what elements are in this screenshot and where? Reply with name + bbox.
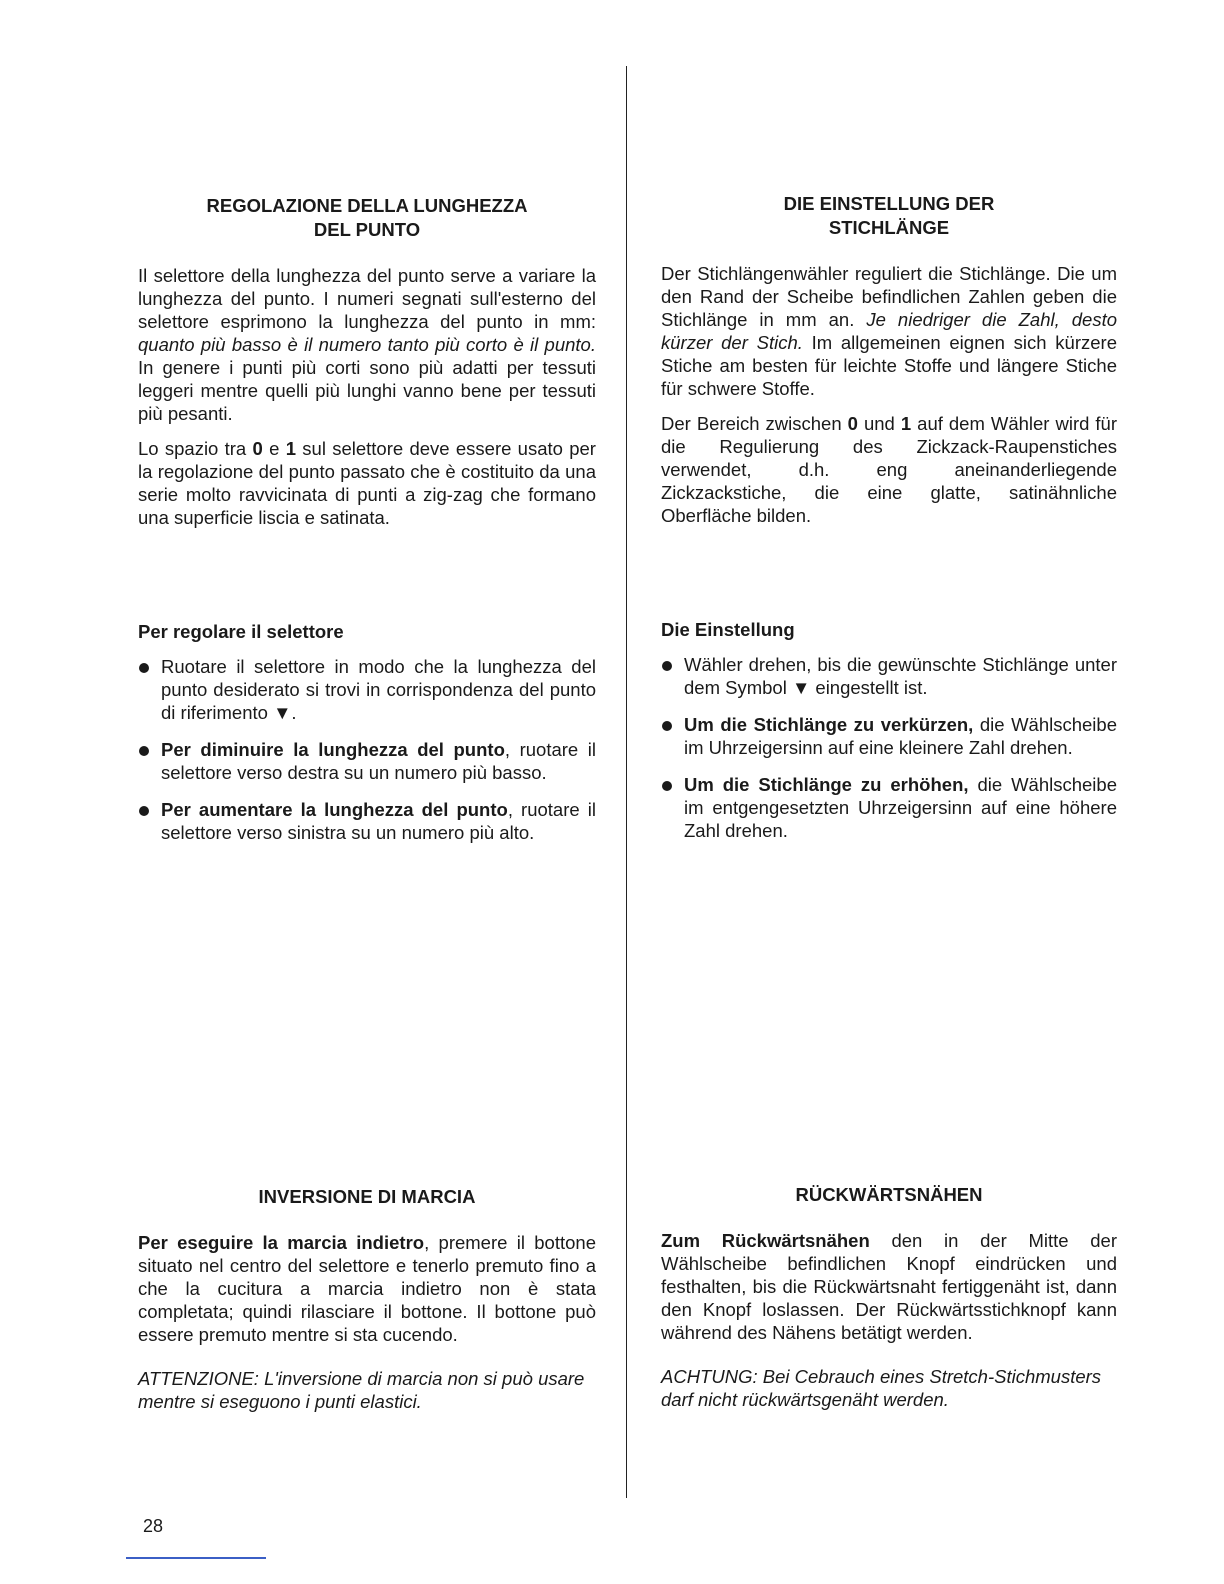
- it-adjust-subheading: Per regolare il selettore: [138, 621, 344, 642]
- de-reverse-heading: RÜCKWÄRTSNÄHEN: [795, 1184, 983, 1205]
- list-item: Um die Stichlänge zu verkürzen, die Wählscheibe im Uhrzeigersinn auf eine kleinere Zahl drehen.: [661, 713, 1117, 759]
- it-adjust-section: [138, 620, 596, 858]
- de-stitch-length-section: [661, 192, 1117, 527]
- list-item: Ruotare il selettore in modo che la lunghezza del punto desiderato si trovi in corrispondenza del punto di riferimento ▼.: [138, 655, 596, 724]
- it-stitch-length-heading: REGOLAZIONE DELLA LUNGHEZZA DEL PUNTO: [206, 195, 528, 240]
- list-item: Per aumentare la lunghezza del punto, ruotare il selettore verso sinistra su un numero più alto.: [138, 798, 596, 844]
- it-stitch-length-paragraph-2: Lo spazio tra 0 e 1 sul selettore deve essere usato per la regolazione del punto passato che è costituito da una serie molto ravvicinata di punti a zig-zag che formano una superficie liscia e satinata.: [138, 438, 596, 528]
- it-stitch-length-section: [138, 194, 596, 529]
- de-adjust-subheading: Die Einstellung: [661, 619, 795, 640]
- de-reverse-warning: ACHTUNG: Bei Cebrauch eines Stretch-Stichmusters darf nicht rückwärtsgenäht werden.: [661, 1366, 1102, 1410]
- bullet-icon: [662, 661, 672, 671]
- it-adjust-list: [138, 655, 596, 844]
- de-adjust-section: [661, 618, 1117, 856]
- de-stitch-length-paragraph-1: Der Stichlängenwähler reguliert die Stichlänge. Die um den Rand der Scheibe befindlichen Zahlen geben die Stichlänge in mm an. Je niedriger die Zahl, desto kürzer der Stich. Im allgemeinen eignen sich kürzere Stiche am besten für leichte Stoffe und längere Stiche für schwere Stoffe.: [661, 263, 1117, 399]
- it-stitch-length-paragraph-1: Il selettore della lunghezza del punto serve a variare la lunghezza del punto. I numeri segnati sull'esterno del selettore esprimono la lunghezza del punto in mm: quanto più basso è il numero tanto più corto è il punto. In genere i punti più corti sono più adatti per tessuti leggeri mentre quelli più lunghi vanno bene per tessuti più pesanti.: [138, 265, 596, 424]
- it-reverse-heading: INVERSIONE DI MARCIA: [258, 1186, 476, 1207]
- it-reverse-warning: ATTENZIONE: L'inversione di marcia non si può usare mentre si eseguono i punti elastici.: [138, 1368, 585, 1412]
- de-stitch-length-heading: DIE EINSTELLUNG DER STICHLÄNGE: [783, 193, 995, 238]
- de-adjust-list: [661, 653, 1117, 842]
- list-item: Wähler drehen, bis die gewünschte Stichlänge unter dem Symbol ▼ eingestellt ist.: [661, 653, 1117, 699]
- de-reverse-section: [661, 1183, 1117, 1411]
- de-reverse-paragraph: Zum Rückwärtsnähen den in der Mitte der Wählscheibe befindlichen Knopf eindrücken und festhalten, bis die Rückwärtsnaht fertiggenäht ist, dann den Knopf loslassen. Der Rückwärtsstichknopf kann während des Nähens betätigt werden.: [661, 1230, 1117, 1343]
- bullet-icon: [139, 663, 149, 673]
- bullet-icon: [139, 806, 149, 816]
- page-number: 28: [143, 1516, 164, 1536]
- column-divider: [626, 66, 627, 1498]
- bullet-icon: [139, 746, 149, 756]
- bullet-icon: [662, 721, 672, 731]
- list-item: Per diminuire la lunghezza del punto, ruotare il selettore verso destra su un numero più basso.: [138, 738, 596, 784]
- it-reverse-paragraph: Per eseguire la marcia indietro, premere il bottone situato nel centro del selettore e tenerlo premuto fino a che la cucitura a marcia indietro non è stata completata; quindi rilasciare il bottone. Il bottone può essere premuto mentre si sta cucendo.: [138, 1232, 596, 1345]
- bottom-rule: [126, 1557, 266, 1559]
- de-stitch-length-paragraph-2: Der Bereich zwischen 0 und 1 auf dem Wähler wird für die Regulierung des Zickzack-Raupenstiches verwendet, d.h. eng aneinanderliegende Zickzackstiche, die eine glatte, satinähnliche Oberfläche bilden.: [661, 413, 1117, 526]
- it-reverse-section: [138, 1185, 596, 1413]
- bullet-icon: [662, 781, 672, 791]
- list-item: Um die Stichlänge zu erhöhen, die Wählscheibe im entgengesetzten Uhrzeigersinn auf eine höhere Zahl drehen.: [661, 773, 1117, 842]
